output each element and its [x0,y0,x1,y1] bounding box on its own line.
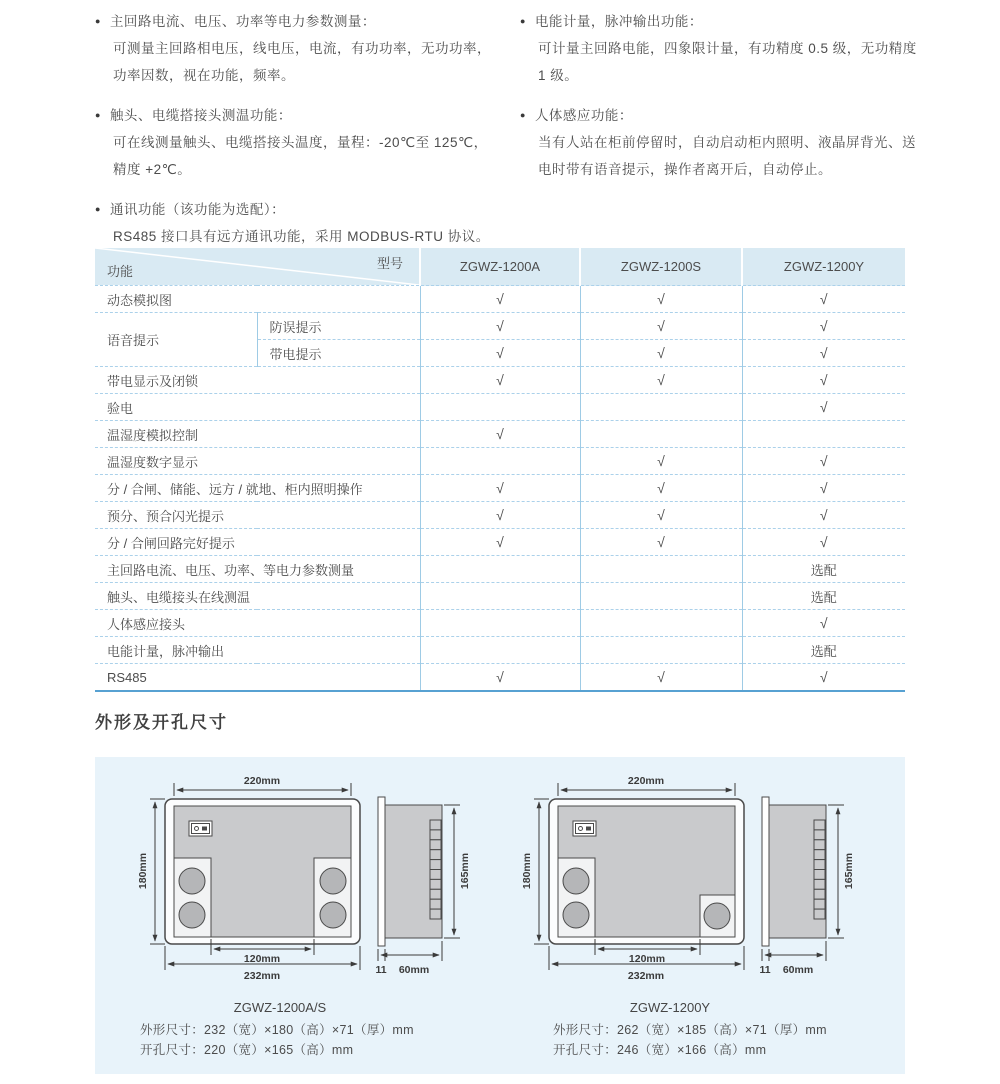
row-value: √ [580,448,742,475]
feature-line: 1 级。 [538,68,579,83]
row-label: 分 / 合闸回路完好提示 [95,529,420,556]
column-header-zgwz-1200y: ZGWZ-1200Y [742,248,905,286]
row-label: 人体感应接头 [95,610,420,637]
row-value: √ [742,502,905,529]
row-value: √ [742,313,905,340]
row-label: 温湿度数字显示 [95,448,420,475]
row-label: 带电显示及闭锁 [95,367,420,394]
row-value: √ [580,313,742,340]
specs-y [553,1020,827,1060]
feature-line: 可测量主回路相电压，线电压，电流，有功功率，无功功率， [113,41,491,56]
left-cutout [174,858,211,937]
feature-title-row [95,8,500,35]
row-label: 动态模拟图 [95,286,420,313]
outline-size-y: 外形尺寸：262（宽）×185（高）×71（厚）mm [553,1023,827,1037]
row-value [580,556,742,583]
row-value: √ [742,610,905,637]
row-value [580,610,742,637]
feature-title-row [520,8,940,35]
row-label: 预分、预合闪光提示 [95,502,420,529]
row-value [580,583,742,610]
specs-as [140,1020,414,1060]
row-value: √ [420,286,580,313]
terminal-blocks [814,820,825,919]
row-value: √ [742,286,905,313]
feature-title-text: 人体感应功能： [534,108,633,123]
row-value: √ [580,502,742,529]
row-sub-label: 带电提示 [257,340,420,367]
feature-line: 可在线测量触头、电缆搭接头温度，量程：-20℃至 125℃， [113,135,488,150]
dim-label-width-outer: 232mm [243,970,281,982]
row-value [742,421,905,448]
dim-label-width-inner: 120mm [243,953,281,965]
row-group-label: 语音提示 [95,313,257,367]
row-label: 触头、电缆接头在线测温 [95,583,420,610]
row-value: √ [742,448,905,475]
side-view [762,797,826,946]
row-value: √ [742,394,905,421]
feature-title-text: 通讯功能（该功能为选配）： [109,202,286,217]
model-comparison-table [95,248,905,692]
cutout-size-y: 开孔尺寸：246（宽）×166（高）mm [553,1043,767,1057]
section-title-dimensions: 外形及开孔尺寸 [95,713,228,732]
feature-title-text: 触头、电缆搭接头测温功能： [109,108,292,123]
row-value: 选配 [742,556,905,583]
feature-item [520,8,940,89]
table-row [95,502,905,529]
row-value: √ [420,529,580,556]
feature-item [95,196,500,250]
row-value: √ [420,475,580,502]
feature-title-row [95,102,500,129]
row-value: √ [420,664,580,692]
table-row [95,529,905,556]
dim-label-depth: 60mm [782,964,814,976]
row-value: √ [742,529,905,556]
row-value [580,637,742,664]
dim-label-height-side: 165mm [843,852,855,890]
right-cutout [700,895,735,937]
dim-label-width-outer: 232mm [627,970,665,982]
technical-drawing-zgwz-1200y [507,771,862,989]
table-row [95,421,905,448]
row-value: √ [580,664,742,692]
row-value: √ [420,421,580,448]
table-row [95,448,905,475]
feature-item [520,102,940,183]
corner-label-function: 功能 [107,264,134,279]
row-value: 选配 [742,637,905,664]
row-label: 分 / 合闸、储能、远方 / 就地、柜内照明操作 [95,475,420,502]
table-row [95,556,905,583]
feature-line: 可计量主回路电能，四象限计量，有功精度 0.5 级，无功精度 [538,41,917,56]
table-row [95,637,905,664]
row-value [420,583,580,610]
bullet-icon: ● [520,110,526,120]
outline-size-as: 外形尺寸：232（宽）×180（高）×71（厚）mm [140,1023,414,1037]
left-cutout [558,858,595,937]
feature-line: RS485 接口具有远方通讯功能，采用 MODBUS-RTU 协议。 [113,229,490,244]
row-value: √ [420,313,580,340]
dimensions-panel [95,757,905,1074]
row-value: √ [580,367,742,394]
row-value [420,556,580,583]
feature-item [95,8,500,89]
row-label: 验电 [95,394,420,421]
feature-line: 精度 +2℃。 [113,162,192,177]
dim-label-height-left: 180mm [521,852,533,890]
row-value: 选配 [742,583,905,610]
table-row [95,367,905,394]
bullet-icon: ● [95,110,101,120]
row-label: 温湿度模拟控制 [95,421,420,448]
row-label: 电能计量，脉冲输出 [95,637,420,664]
technical-drawing-zgwz-1200as [123,771,478,989]
feature-line: 电时带有语音提示，操作者离开后，自动停止。 [538,162,832,177]
diagonal-divider [95,248,419,285]
table-header-row [95,248,905,286]
row-value: √ [742,367,905,394]
row-value: √ [742,664,905,692]
column-header-zgwz-1200s: ZGWZ-1200S [580,248,742,286]
bullet-icon: ● [95,16,101,26]
row-value [420,610,580,637]
row-value: √ [742,340,905,367]
row-value [420,448,580,475]
feature-item [95,102,500,183]
right-cutout [314,858,351,937]
table-row [95,583,905,610]
table-row [95,475,905,502]
dim-label-flange: 11 [759,964,771,976]
table-row [95,610,905,637]
row-value: √ [742,475,905,502]
cutout-size-as: 开孔尺寸：220（宽）×165（高）mm [140,1043,354,1057]
dim-label-flange: 11 [375,964,387,976]
table-row [95,313,905,340]
features-column-left [95,8,500,263]
table-row [95,664,905,692]
table-row [95,394,905,421]
feature-table-body [95,286,905,692]
row-value [420,637,580,664]
dim-label-height-side: 165mm [459,852,471,890]
row-value: √ [420,502,580,529]
feature-line: 功率因数，视在功能，频率。 [113,68,295,83]
model-caption-y: ZGWZ-1200Y [629,1000,711,1015]
switch-icon [573,821,596,836]
row-value [580,394,742,421]
row-value [420,394,580,421]
feature-title-text: 主回路电流、电压、功率等电力参数测量： [109,14,376,29]
row-value [580,421,742,448]
row-label: 主回路电流、电压、功率、等电力参数测量 [95,556,420,583]
row-value: √ [580,475,742,502]
row-label: RS485 [95,664,420,692]
dim-label-depth: 60mm [398,964,430,976]
row-value: √ [420,367,580,394]
features-column-right [520,8,940,196]
feature-title-text: 电能计量，脉冲输出功能： [534,14,703,29]
feature-title-row [95,196,500,223]
row-value: √ [580,286,742,313]
row-value: √ [420,340,580,367]
dim-label-width-top: 220mm [243,775,281,787]
dim-label-width-inner: 120mm [628,953,666,965]
corner-label-model: 型号 [376,256,403,271]
row-value: √ [580,340,742,367]
dim-label-width-top: 220mm [627,775,665,787]
dim-label-height-left: 180mm [137,852,149,890]
row-sub-label: 防误提示 [257,313,420,340]
switch-icon [189,821,212,836]
side-view [378,797,442,946]
bullet-icon: ● [520,16,526,26]
model-caption-as: ZGWZ-1200A/S [233,1000,327,1015]
column-header-zgwz-1200a: ZGWZ-1200A [420,248,580,286]
row-value: √ [580,529,742,556]
feature-title-row [520,102,940,129]
terminal-blocks [430,820,441,919]
bullet-icon: ● [95,204,101,214]
feature-line: 当有人站在柜前停留时，自动启动柜内照明、液晶屏背光、送 [538,135,916,150]
table-corner-cell [95,248,420,286]
table-row [95,286,905,313]
